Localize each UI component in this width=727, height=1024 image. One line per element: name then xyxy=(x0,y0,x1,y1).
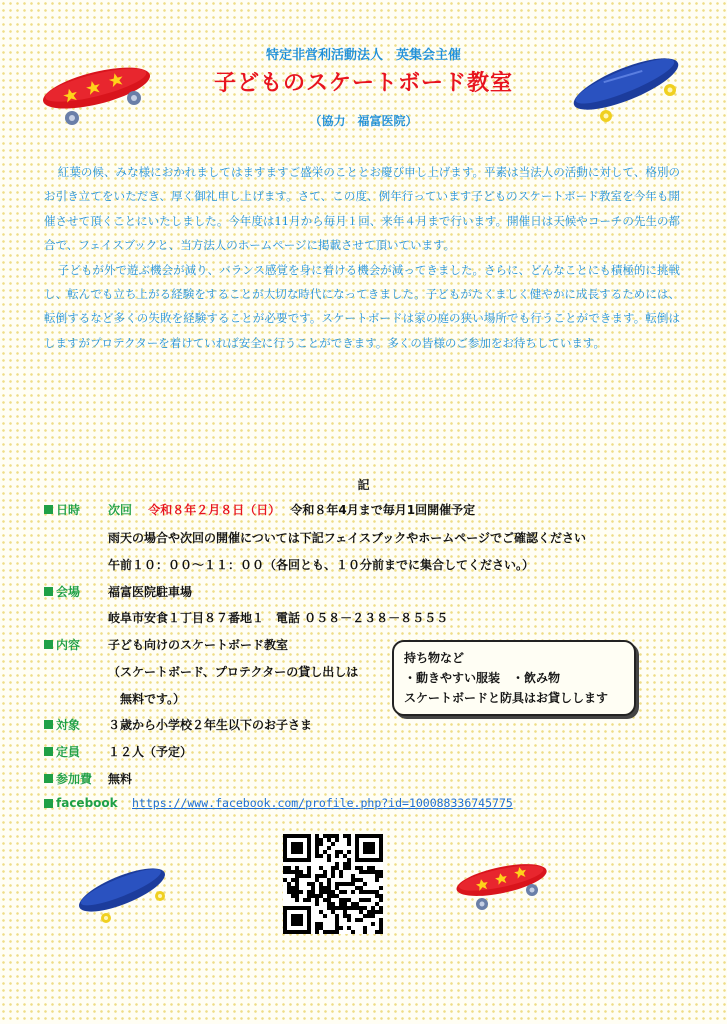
date-schedule: 令和８年4月まで毎月1回開催予定 xyxy=(290,503,476,517)
fee-label: 参加費 xyxy=(44,770,92,787)
qr-code-icon[interactable] xyxy=(283,834,383,934)
target-label: 対象 xyxy=(44,716,80,733)
capacity-label: 定員 xyxy=(44,743,80,760)
date-row xyxy=(108,501,475,518)
intro-text xyxy=(44,160,680,355)
belongings-title: 持ち物など xyxy=(404,651,465,665)
venue-label: 会場 xyxy=(44,583,80,600)
fee-value: 無料 xyxy=(108,772,133,786)
square-bullet-icon xyxy=(44,747,53,756)
blue-skateboard-icon xyxy=(72,856,172,928)
content-label: 内容 xyxy=(44,636,80,653)
page-title: 子どものスケートボード教室 xyxy=(213,71,513,96)
capacity-value: １２人（予定） xyxy=(108,745,193,759)
square-bullet-icon xyxy=(44,720,53,729)
facebook-link[interactable]: https://www.facebook.com/profile.php?id=100088336745775 xyxy=(132,796,513,810)
square-bullet-icon xyxy=(44,587,53,596)
square-bullet-icon xyxy=(44,505,53,514)
venue-address: 岐阜市安食１丁目８７番地１ 電話 ０５８－２３８－８５５５ xyxy=(108,611,449,625)
content-line-1: 子ども向けのスケートボード教室 xyxy=(108,638,289,652)
date-note: 雨天の場合や次回の開催については下記フェイスブックやホームページでご確認ください xyxy=(108,531,586,545)
belongings-lending: スケートボードと防具はお貸しします xyxy=(404,691,609,705)
cooperation-line: （協力 福富医院） xyxy=(309,114,418,128)
facebook-label: facebook xyxy=(44,796,118,810)
details-heading: 記 xyxy=(357,478,370,492)
square-bullet-icon xyxy=(44,774,53,783)
target-value: ３歳から小学校２年生以下のお子さま xyxy=(108,718,313,732)
square-bullet-icon xyxy=(44,799,53,808)
red-skateboard-icon xyxy=(452,852,552,914)
date-time: 午前１０：００～１１：００（各回とも、１０分前までに集合してください。） xyxy=(108,558,535,572)
intro-paragraph-1: 紅葉の候、みな様におかれましてはますますご盛栄のこととお慶び申し上げます。平素は当法人の活動に対して、格別のお引き立てをいただき、厚く御礼申し上げます。さて、この度、例年行っています子どものスケートボード教室を今年も開催させて頂くことにいたしました。今年度は11月から毎月１回、来年４月まで行います。開催日は天候やコーチの先生の都合で、フェイスブックと、当方法人のホームページに掲載させて頂いています。 xyxy=(44,165,680,253)
belongings-box xyxy=(392,640,636,716)
venue-name: 福富医院駐車場 xyxy=(108,585,193,599)
date-label: 日時 xyxy=(44,501,80,518)
intro-paragraph-2: 子どもが外で遊ぶ機会が減り、バランス感覚を身に着ける機会が減ってきました。さらに、どんなことにも積極的に挑戦し、転んでも立ち上がる経験をすることが大切な時代になってきました。子どもがたくましく健やかに成長するためには、転倒するなど多くの失敗を経験することが必要です。スケートボードは家の庭の狭い場所でも行うことができます。転倒はしますがプロテクターを着けていれば安全に行うことができます。多くの皆様のご参加をお待ちしています。 xyxy=(44,262,680,350)
content-line-2: （スケートボード、プロテクターの貸し出しは xyxy=(108,665,359,679)
content-line-3: 無料です。） xyxy=(120,692,186,706)
date-next-label: 次回 xyxy=(108,503,133,517)
belongings-items: ・動きやすい服装 ・飲み物 xyxy=(404,671,561,685)
square-bullet-icon xyxy=(44,640,53,649)
date-next-value: 令和８年２月８日（日） xyxy=(148,503,275,517)
organizer-line: 特定非営利活動法人 英集会主催 xyxy=(265,48,461,63)
